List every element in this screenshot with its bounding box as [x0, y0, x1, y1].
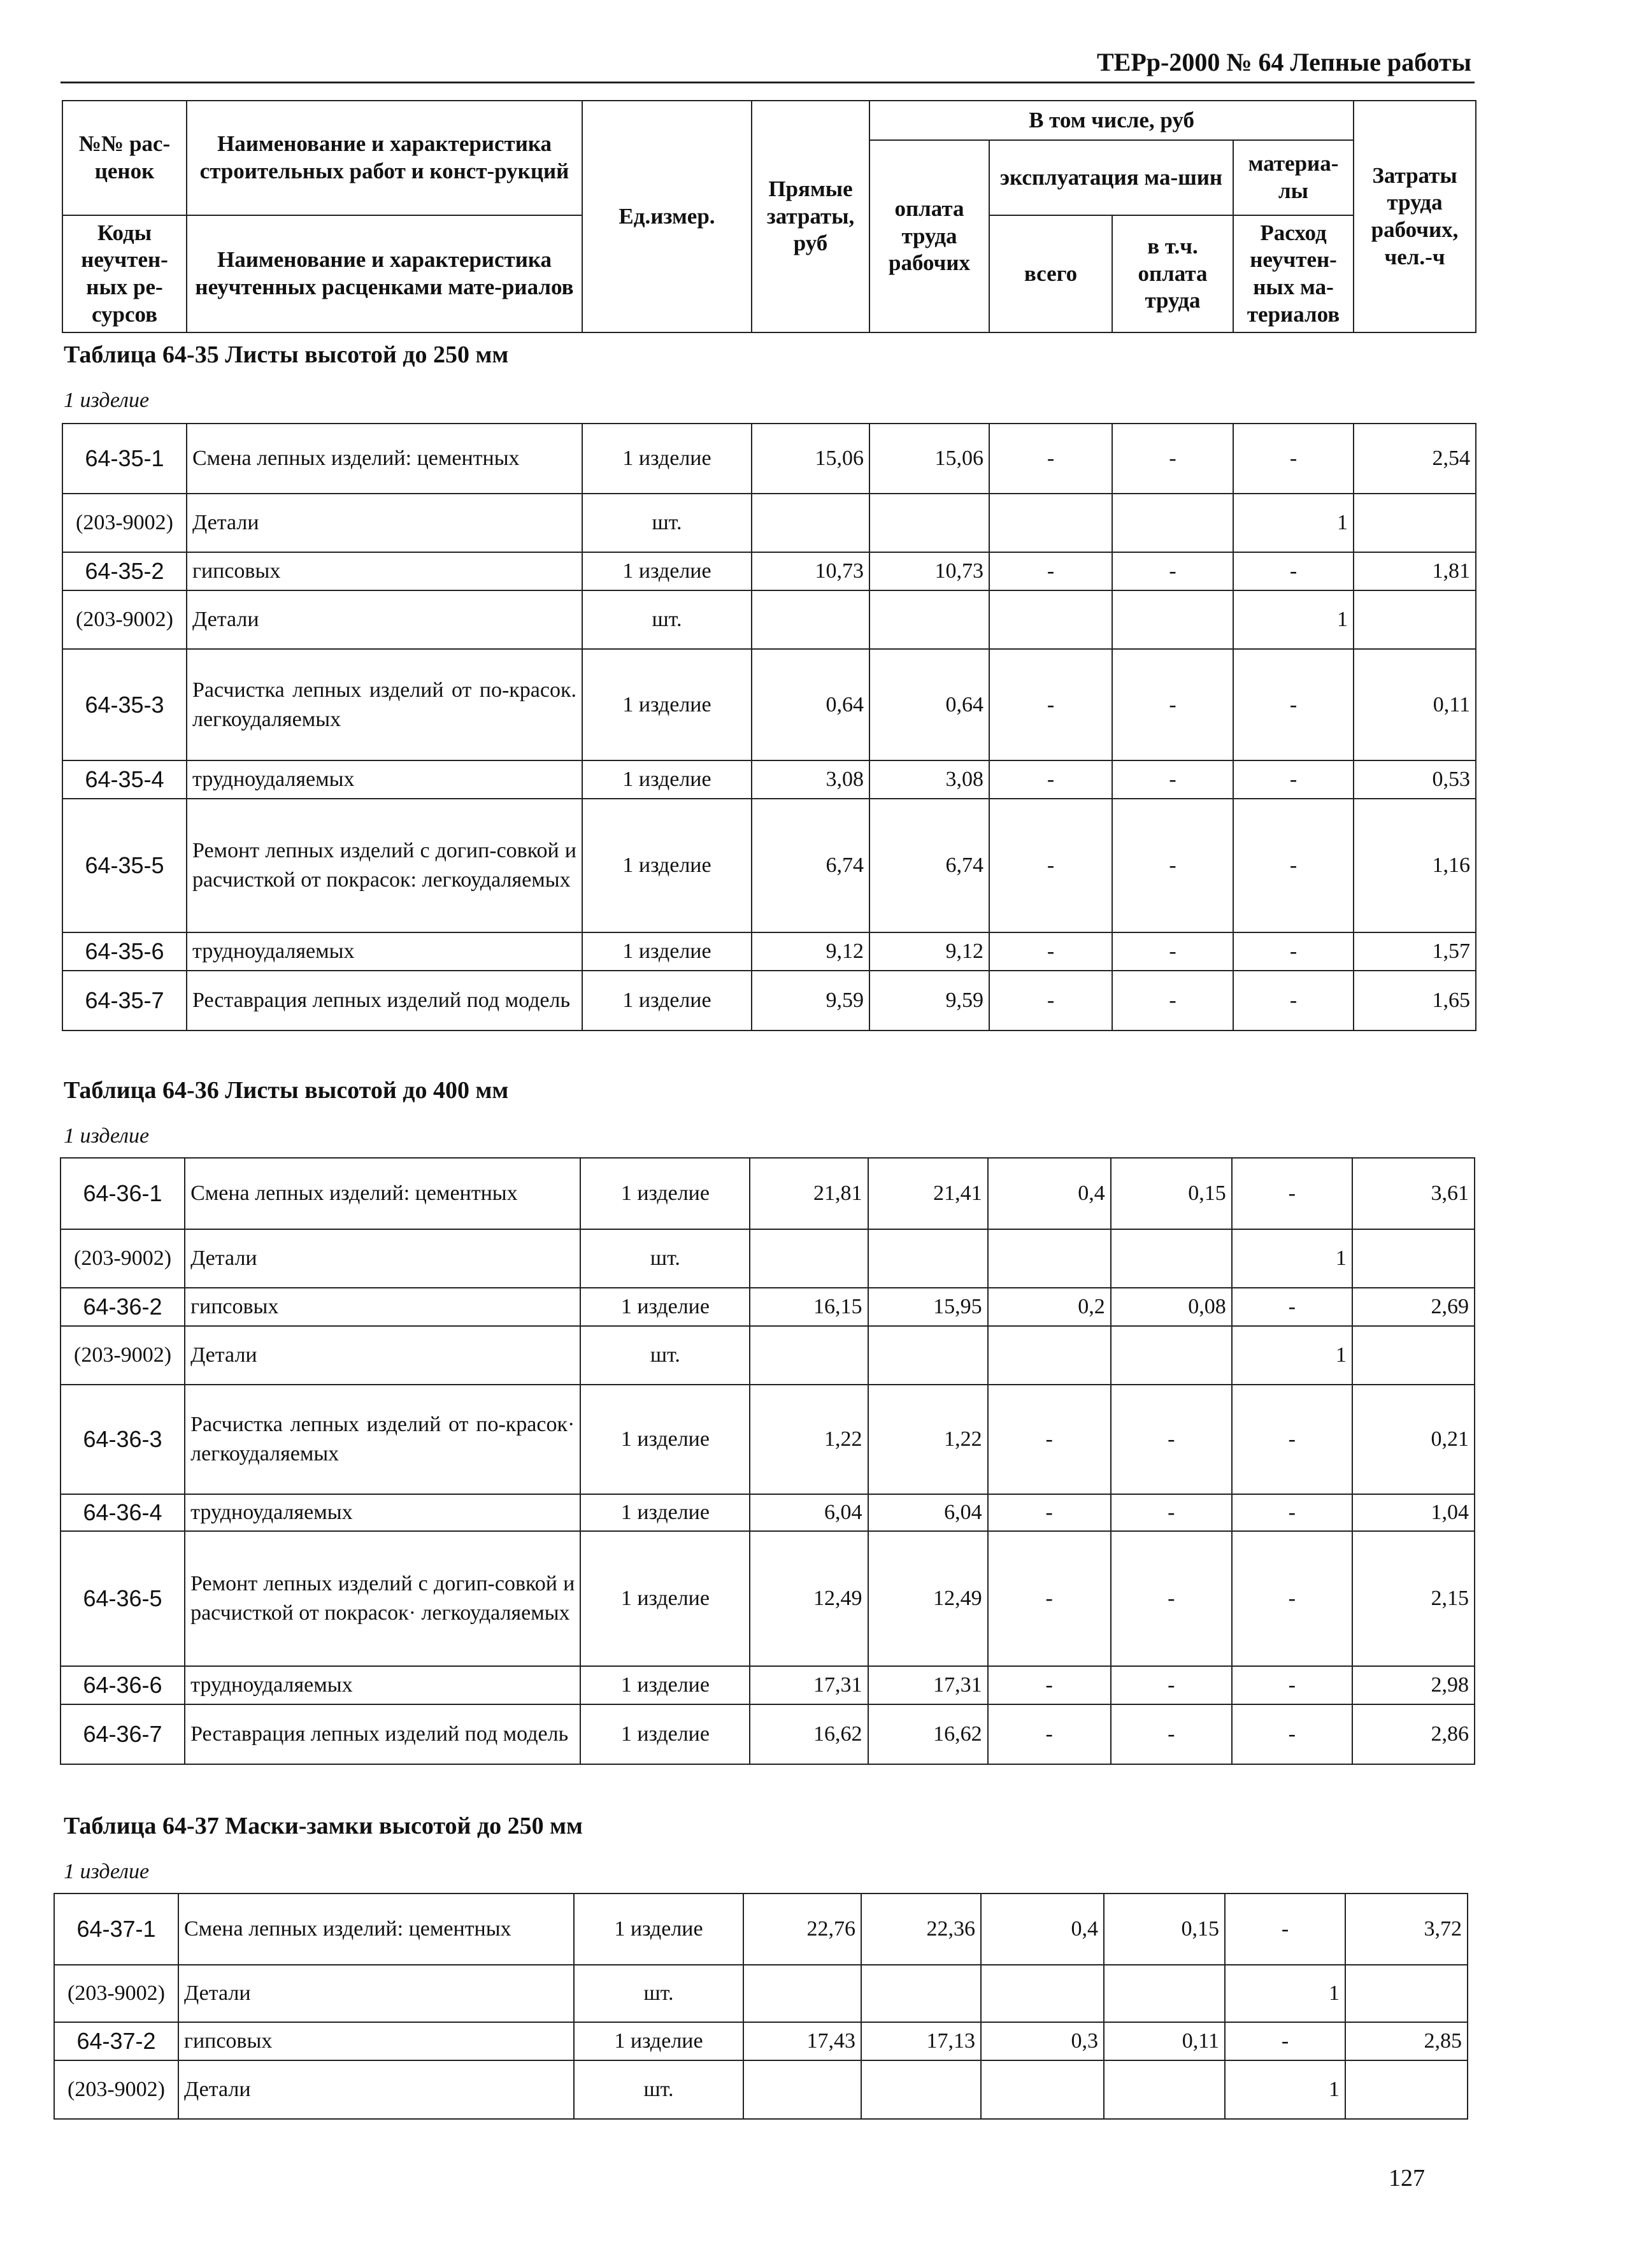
- unit-of-measure: 1 изделие: [580, 1385, 750, 1494]
- rate-code: 64-35-1: [62, 424, 187, 494]
- machine-operator-wages: -: [1112, 760, 1233, 799]
- machine-operator-wages: -: [1111, 1385, 1232, 1494]
- empty-cell: [868, 1326, 988, 1385]
- rate-row: [54, 2022, 1468, 2060]
- direct-costs: 6,74: [752, 799, 869, 932]
- machine-operator-wages: -: [1111, 1666, 1232, 1704]
- empty-cell: [1354, 494, 1476, 552]
- empty-cell: [1111, 1326, 1232, 1385]
- worker-wages: 6,74: [869, 799, 989, 932]
- rate-code: 64-35-2: [62, 552, 187, 590]
- unit-of-measure: 1 изделие: [582, 932, 752, 971]
- table-unit-note: 1 изделие: [64, 1860, 150, 1883]
- resource-row: [62, 590, 1476, 649]
- resource-row: [54, 2060, 1468, 2119]
- price-table-64-37: [54, 1893, 1468, 2120]
- worker-wages: 12,49: [868, 1531, 988, 1666]
- work-description: трудноудаляемых: [187, 932, 582, 971]
- table-title: Таблица 64-36 Листы высотой до 400 мм: [64, 1077, 509, 1104]
- labor-hours: 0,11: [1354, 649, 1476, 760]
- unit-of-measure: 1 изделие: [580, 1158, 750, 1229]
- machine-operator-wages: -: [1111, 1531, 1232, 1666]
- rate-code: 64-35-3: [62, 649, 187, 760]
- header-machines-total: всего: [989, 215, 1112, 332]
- work-description: Ремонт лепных изделий с догип-совкой и расчисткой от покрасок: легкоудаляемых: [187, 799, 582, 932]
- worker-wages: 1,22: [868, 1385, 988, 1494]
- price-table-64-35: [62, 423, 1476, 1031]
- empty-cell: [869, 494, 989, 552]
- machine-costs-total: -: [988, 1385, 1111, 1494]
- direct-costs: 17,43: [743, 2022, 861, 2060]
- materials-cost: -: [1233, 424, 1354, 494]
- machine-operator-wages: -: [1111, 1494, 1232, 1531]
- empty-cell: [1111, 1229, 1232, 1288]
- unit-of-measure: 1 изделие: [580, 1494, 750, 1531]
- empty-cell: [1345, 1965, 1468, 2022]
- machine-costs-total: -: [989, 932, 1112, 971]
- machine-costs-total: -: [989, 552, 1112, 590]
- labor-hours: 1,04: [1352, 1494, 1475, 1531]
- column-header-table: [62, 100, 1476, 333]
- rate-row: [61, 1704, 1475, 1764]
- materials-cost: -: [1233, 649, 1354, 760]
- materials-cost: -: [1232, 1288, 1352, 1326]
- machine-costs-total: -: [989, 799, 1112, 932]
- unit-of-measure: 1 изделие: [582, 799, 752, 932]
- labor-hours: 0,21: [1352, 1385, 1475, 1494]
- unit-of-measure: 1 изделие: [580, 1704, 750, 1764]
- resource-code: (203-9002): [54, 2060, 178, 2119]
- resource-quantity: 1: [1233, 590, 1354, 649]
- resource-code: (203-9002): [61, 1229, 185, 1288]
- labor-hours: 0,53: [1354, 760, 1476, 799]
- resource-row: [61, 1326, 1475, 1385]
- labor-hours: 2,98: [1352, 1666, 1475, 1704]
- worker-wages: 6,04: [868, 1494, 988, 1531]
- work-description: трудноудаляемых: [185, 1666, 580, 1704]
- empty-cell: [752, 590, 869, 649]
- resource-row: [54, 1965, 1468, 2022]
- machine-operator-wages: -: [1112, 932, 1233, 971]
- resource-quantity: 1: [1232, 1229, 1352, 1288]
- resource-code: (203-9002): [61, 1326, 185, 1385]
- resource-unit: шт.: [574, 2060, 743, 2119]
- unit-of-measure: 1 изделие: [580, 1666, 750, 1704]
- labor-hours: 3,61: [1352, 1158, 1475, 1229]
- work-description: Расчистка лепных изделий от по-красок· легкоудаляемых: [185, 1385, 580, 1494]
- machine-operator-wages: -: [1112, 971, 1233, 1031]
- rate-code: 64-35-7: [62, 971, 187, 1031]
- unit-of-measure: 1 изделие: [582, 649, 752, 760]
- rate-row: [62, 649, 1476, 760]
- header-incl: В том числе, руб: [869, 101, 1354, 140]
- worker-wages: 17,13: [861, 2022, 981, 2060]
- unit-of-measure: 1 изделие: [574, 2022, 743, 2060]
- header-res-code: Коды неучтен-ных ре-сурсов: [62, 215, 187, 332]
- machine-costs-total: -: [989, 760, 1112, 799]
- rate-row: [62, 932, 1476, 971]
- unit-of-measure: 1 изделие: [582, 552, 752, 590]
- resource-unit: шт.: [582, 590, 752, 649]
- resource-name: Детали: [178, 1965, 574, 2022]
- unit-of-measure: 1 изделие: [582, 424, 752, 494]
- empty-cell: [1112, 590, 1233, 649]
- empty-cell: [989, 494, 1112, 552]
- rate-code: 64-35-5: [62, 799, 187, 932]
- header-res-qty: Расход неучтен-ных ма-териалов: [1233, 215, 1354, 332]
- machine-operator-wages: -: [1112, 552, 1233, 590]
- labor-hours: 2,85: [1345, 2022, 1468, 2060]
- header-unit: Ед.измер.: [582, 101, 752, 332]
- resource-unit: шт.: [580, 1229, 750, 1288]
- empty-cell: [1104, 1965, 1225, 2022]
- rate-row: [54, 1894, 1468, 1965]
- rate-row: [61, 1531, 1475, 1666]
- work-description: Смена лепных изделий: цементных: [187, 424, 582, 494]
- rate-code: 64-36-7: [61, 1704, 185, 1764]
- direct-costs: 22,76: [743, 1894, 861, 1965]
- rate-code: 64-36-6: [61, 1666, 185, 1704]
- direct-costs: 17,31: [750, 1666, 868, 1704]
- resource-name: Детали: [185, 1326, 580, 1385]
- rate-code: 64-36-1: [61, 1158, 185, 1229]
- header-machines-wages: в т.ч. оплата труда: [1112, 215, 1233, 332]
- empty-cell: [868, 1229, 988, 1288]
- worker-wages: 9,12: [869, 932, 989, 971]
- machine-operator-wages: 0,11: [1104, 2022, 1225, 2060]
- labor-hours: 1,81: [1354, 552, 1476, 590]
- resource-unit: шт.: [574, 1965, 743, 2022]
- materials-cost: -: [1232, 1158, 1352, 1229]
- work-description: гипсовых: [185, 1288, 580, 1326]
- materials-cost: -: [1233, 971, 1354, 1031]
- empty-cell: [1112, 494, 1233, 552]
- resource-name: Детали: [178, 2060, 574, 2119]
- work-description: Реставрация лепных изделий под модель: [185, 1704, 580, 1764]
- header-rule: [61, 82, 1475, 83]
- worker-wages: 0,64: [869, 649, 989, 760]
- resource-code: (203-9002): [62, 494, 187, 552]
- machine-costs-total: -: [989, 971, 1112, 1031]
- worker-wages: 22,36: [861, 1894, 981, 1965]
- empty-cell: [750, 1229, 868, 1288]
- labor-hours: 3,72: [1345, 1894, 1468, 1965]
- worker-wages: 17,31: [868, 1666, 988, 1704]
- rate-row: [62, 760, 1476, 799]
- rate-row: [62, 971, 1476, 1031]
- direct-costs: 16,62: [750, 1704, 868, 1764]
- machine-operator-wages: -: [1112, 424, 1233, 494]
- direct-costs: 15,06: [752, 424, 869, 494]
- empty-cell: [861, 2060, 981, 2119]
- rate-code: 64-37-1: [54, 1894, 178, 1965]
- header-code: №№ рас-ценок: [62, 101, 187, 215]
- empty-cell: [981, 2060, 1104, 2119]
- unit-of-measure: 1 изделие: [582, 971, 752, 1031]
- materials-cost: -: [1232, 1385, 1352, 1494]
- direct-costs: 12,49: [750, 1531, 868, 1666]
- empty-cell: [988, 1326, 1111, 1385]
- materials-cost: -: [1233, 932, 1354, 971]
- direct-costs: 3,08: [752, 760, 869, 799]
- work-description: Реставрация лепных изделий под модель: [187, 971, 582, 1031]
- header-materials: материа-лы: [1233, 140, 1354, 215]
- running-header: ТЕРр-2000 № 64 Лепные работы: [1097, 48, 1471, 76]
- rate-code: 64-36-4: [61, 1494, 185, 1531]
- resource-code: (203-9002): [54, 1965, 178, 2022]
- resource-name: Детали: [185, 1229, 580, 1288]
- resource-quantity: 1: [1233, 494, 1354, 552]
- machine-operator-wages: 0,15: [1111, 1158, 1232, 1229]
- empty-cell: [869, 590, 989, 649]
- resource-quantity: 1: [1232, 1326, 1352, 1385]
- rate-row: [62, 424, 1476, 494]
- unit-of-measure: 1 изделие: [580, 1531, 750, 1666]
- direct-costs: 0,64: [752, 649, 869, 760]
- table-title: Таблица 64-35 Листы высотой до 250 мм: [64, 341, 509, 368]
- empty-cell: [1352, 1229, 1475, 1288]
- work-description: трудноудаляемых: [185, 1494, 580, 1531]
- table-unit-note: 1 изделие: [64, 389, 150, 412]
- work-description: Расчистка лепных изделий от по-красок. легкоудаляемых: [187, 649, 582, 760]
- empty-cell: [981, 1965, 1104, 2022]
- resource-row: [62, 494, 1476, 552]
- empty-cell: [743, 2060, 861, 2119]
- machine-operator-wages: -: [1112, 649, 1233, 760]
- rate-row: [61, 1385, 1475, 1494]
- work-description: гипсовых: [178, 2022, 574, 2060]
- direct-costs: 1,22: [750, 1385, 868, 1494]
- materials-cost: -: [1232, 1704, 1352, 1764]
- direct-costs: 9,59: [752, 971, 869, 1031]
- labor-hours: 2,15: [1352, 1531, 1475, 1666]
- worker-wages: 10,73: [869, 552, 989, 590]
- work-description: гипсовых: [187, 552, 582, 590]
- empty-cell: [989, 590, 1112, 649]
- rate-row: [61, 1666, 1475, 1704]
- labor-hours: 1,16: [1354, 799, 1476, 932]
- rate-code: 64-36-5: [61, 1531, 185, 1666]
- resource-code: (203-9002): [62, 590, 187, 649]
- empty-cell: [743, 1965, 861, 2022]
- machine-costs-total: -: [989, 649, 1112, 760]
- materials-cost: -: [1225, 2022, 1345, 2060]
- direct-costs: 10,73: [752, 552, 869, 590]
- page-number: 127: [1389, 2165, 1425, 2192]
- labor-hours: 1,65: [1354, 971, 1476, 1031]
- empty-cell: [1352, 1326, 1475, 1385]
- machine-costs-total: 0,4: [981, 1894, 1104, 1965]
- empty-cell: [750, 1326, 868, 1385]
- machine-costs-total: -: [988, 1704, 1111, 1764]
- machine-operator-wages: 0,08: [1111, 1288, 1232, 1326]
- header-wages: оплата труда рабочих: [869, 140, 989, 332]
- work-description: Смена лепных изделий: цементных: [185, 1158, 580, 1229]
- materials-cost: -: [1233, 552, 1354, 590]
- worker-wages: 9,59: [869, 971, 989, 1031]
- header-res-name: Наименование и характеристика неучтенных расценками мате-риалов: [187, 215, 582, 332]
- worker-wages: 15,06: [869, 424, 989, 494]
- resource-quantity: 1: [1225, 2060, 1345, 2119]
- materials-cost: -: [1232, 1494, 1352, 1531]
- machine-costs-total: 0,2: [988, 1288, 1111, 1326]
- empty-cell: [1354, 590, 1476, 649]
- labor-hours: 1,57: [1354, 932, 1476, 971]
- direct-costs: 6,04: [750, 1494, 868, 1531]
- worker-wages: 21,41: [868, 1158, 988, 1229]
- unit-of-measure: 1 изделие: [574, 1894, 743, 1965]
- empty-cell: [861, 1965, 981, 2022]
- resource-name: Детали: [187, 590, 582, 649]
- resource-unit: шт.: [580, 1326, 750, 1385]
- machine-costs-total: -: [989, 424, 1112, 494]
- header-labor: Затраты труда рабочих, чел.-ч: [1354, 101, 1476, 332]
- worker-wages: 3,08: [869, 760, 989, 799]
- resource-row: [61, 1229, 1475, 1288]
- rate-row: [61, 1288, 1475, 1326]
- machine-costs-total: 0,4: [988, 1158, 1111, 1229]
- materials-cost: -: [1232, 1531, 1352, 1666]
- header-direct: Прямые затраты, руб: [752, 101, 869, 332]
- labor-hours: 2,69: [1352, 1288, 1475, 1326]
- table-title: Таблица 64-37 Маски-замки высотой до 250 мм: [64, 1813, 583, 1839]
- direct-costs: 21,81: [750, 1158, 868, 1229]
- rate-code: 64-36-2: [61, 1288, 185, 1326]
- unit-of-measure: 1 изделие: [582, 760, 752, 799]
- resource-name: Детали: [187, 494, 582, 552]
- machine-operator-wages: 0,15: [1104, 1894, 1225, 1965]
- rate-row: [62, 799, 1476, 932]
- rate-code: 64-36-3: [61, 1385, 185, 1494]
- materials-cost: -: [1232, 1666, 1352, 1704]
- worker-wages: 16,62: [868, 1704, 988, 1764]
- machine-costs-total: -: [988, 1666, 1111, 1704]
- work-description: Смена лепных изделий: цементных: [178, 1894, 574, 1965]
- empty-cell: [1345, 2060, 1468, 2119]
- unit-of-measure: 1 изделие: [580, 1288, 750, 1326]
- labor-hours: 2,86: [1352, 1704, 1475, 1764]
- rate-code: 64-37-2: [54, 2022, 178, 2060]
- rate-row: [61, 1158, 1475, 1229]
- header-machines: эксплуатация ма-шин: [989, 140, 1233, 215]
- resource-quantity: 1: [1225, 1965, 1345, 2022]
- rate-row: [62, 552, 1476, 590]
- machine-costs-total: -: [988, 1494, 1111, 1531]
- rate-code: 64-35-4: [62, 760, 187, 799]
- work-description: Ремонт лепных изделий с догип-совкой и расчисткой от покрасок· легкоудаляемых: [185, 1531, 580, 1666]
- machine-operator-wages: -: [1111, 1704, 1232, 1764]
- rate-row: [61, 1494, 1475, 1531]
- empty-cell: [1104, 2060, 1225, 2119]
- worker-wages: 15,95: [868, 1288, 988, 1326]
- table-unit-note: 1 изделие: [64, 1124, 150, 1148]
- empty-cell: [988, 1229, 1111, 1288]
- resource-unit: шт.: [582, 494, 752, 552]
- materials-cost: -: [1233, 760, 1354, 799]
- empty-cell: [752, 494, 869, 552]
- materials-cost: -: [1225, 1894, 1345, 1965]
- header-name: Наименование и характеристика строительных работ и конст-рукций: [187, 101, 582, 215]
- direct-costs: 16,15: [750, 1288, 868, 1326]
- machine-costs-total: 0,3: [981, 2022, 1104, 2060]
- price-table-64-36: [60, 1157, 1475, 1765]
- direct-costs: 9,12: [752, 932, 869, 971]
- machine-operator-wages: -: [1112, 799, 1233, 932]
- work-description: трудноудаляемых: [187, 760, 582, 799]
- rate-code: 64-35-6: [62, 932, 187, 971]
- labor-hours: 2,54: [1354, 424, 1476, 494]
- machine-costs-total: -: [988, 1531, 1111, 1666]
- materials-cost: -: [1233, 799, 1354, 932]
